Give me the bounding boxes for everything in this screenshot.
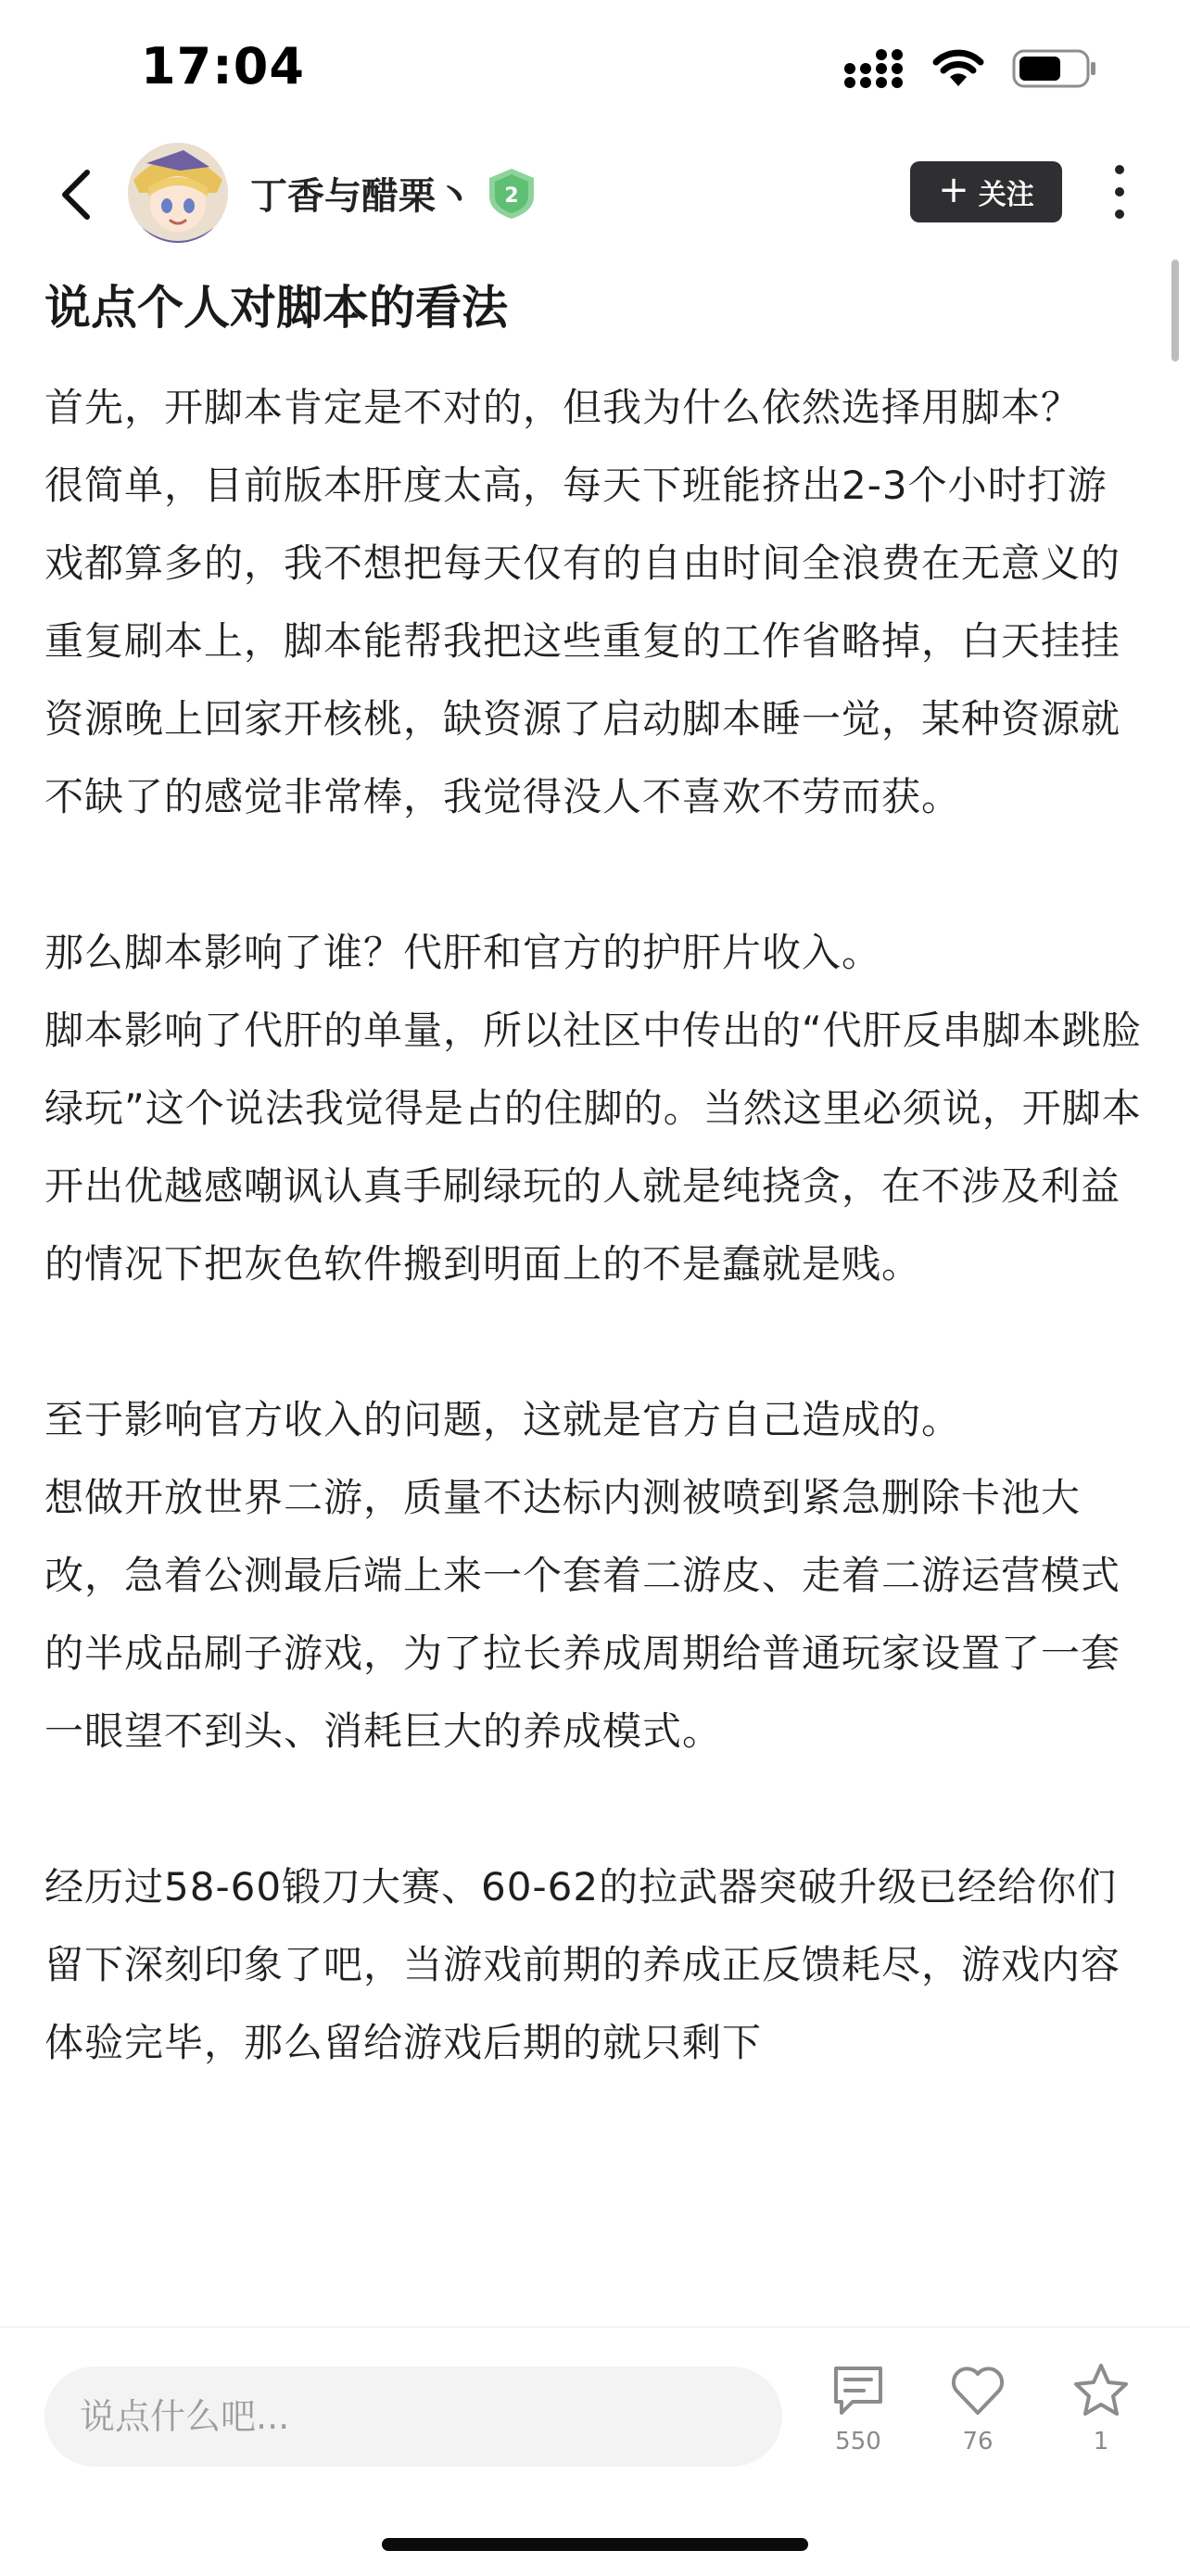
follow-button[interactable] [910,161,1062,222]
comments-button[interactable] [807,2361,909,2491]
post-paragraph: 经历过58-60锻刀大赛、60-62的拉武器突破升级已经给你们留下深刻印象了吧，当游戏前期的养成正反馈耗尽，游戏内容体验完毕，那么留给游戏后期的就只剩下 [44,1864,1121,2065]
battery-icon [1012,49,1097,88]
more-button[interactable] [1099,159,1140,224]
more-vertical-icon-dot [1115,209,1124,219]
avatar-image [128,143,228,243]
post-paragraph-blank [44,836,1142,914]
like-button[interactable] [927,2361,1029,2491]
post-paragraph: 首先，开脚本肯定是不对的，但我为什么依然选择用脚本？ [44,385,1082,430]
avatar[interactable] [128,143,228,243]
level-number: 2 [504,184,519,208]
star-icon [1071,2361,1131,2420]
heart-icon [948,2361,1007,2420]
post-paragraph: 那么脚本影响了谁？代肝和官方的护肝片收入。 [44,930,882,975]
plus-icon: + [938,169,969,211]
post-paragraph-blank [44,1303,1142,1381]
post-paragraph: 想做开放世界二游，质量不达标内测被喷到紧急删除卡池大改，急着公测最后端上来一个套着二游皮、走着二游运营模式的半成品刷子游戏，为了拉长养成周期给普通玩家设置了一套一眼望不到头、消耗巨大的养成模式。 [44,1475,1121,1754]
comment-input[interactable] [44,2367,782,2467]
top-nav [0,139,1190,250]
post-title: 说点个人对脚本的看法 [44,281,508,335]
post-paragraph: 至于影响官方收入的问题，这就是官方自己造成的。 [44,1397,962,1442]
favorite-button[interactable] [1050,2361,1152,2491]
wifi-icon [932,49,984,88]
status-bar [0,0,1190,139]
scrollbar-thumb[interactable] [1171,260,1179,362]
favorite-count: 1 [1093,2428,1109,2455]
more-vertical-icon-dot [1115,187,1124,197]
level-badge-icon [486,167,538,221]
like-count: 76 [962,2428,994,2455]
back-button[interactable] [39,158,113,232]
post-paragraph: 很简单，目前版本肝度太高，每天下班能挤出2-3个小时打游戏都算多的，我不想把每天仅有的自由时间全浪费在无意义的重复刷本上，脚本能帮我把这些重复的工作省略掉，白天挂挂资源晚上回家开核桃，缺资源了启动脚本睡一觉，某种资源就不缺了的感觉非常棒，我觉得没人不喜欢不劳而获。 [44,463,1121,819]
comment-count: 550 [835,2428,881,2455]
back-arrow-icon [56,169,96,221]
comment-icon [829,2361,888,2420]
status-icons [843,48,1097,89]
post-paragraph-blank [44,1770,1142,1848]
author-name[interactable]: 丁香与醋栗丶 [250,175,473,218]
follow-label: 关注 [978,179,1034,211]
more-vertical-icon [1115,165,1124,174]
post-body [44,369,1142,2327]
post-paragraph: 脚本影响了代肝的单量，所以社区中传出的“代肝反串脚本跳脸绿玩”这个说法我觉得是占的住脚的。当然这里必须说，开脚本开出优越感嘲讽认真手刷绿玩的人就是纯挠贪，在不涉及利益的情况下把灰色软件搬到明面上的不是蠢就是贱。 [44,1008,1142,1287]
signal-icon [843,48,905,89]
home-indicator[interactable] [382,2538,808,2551]
status-time: 17:04 [141,37,305,95]
level-badge [486,167,538,221]
